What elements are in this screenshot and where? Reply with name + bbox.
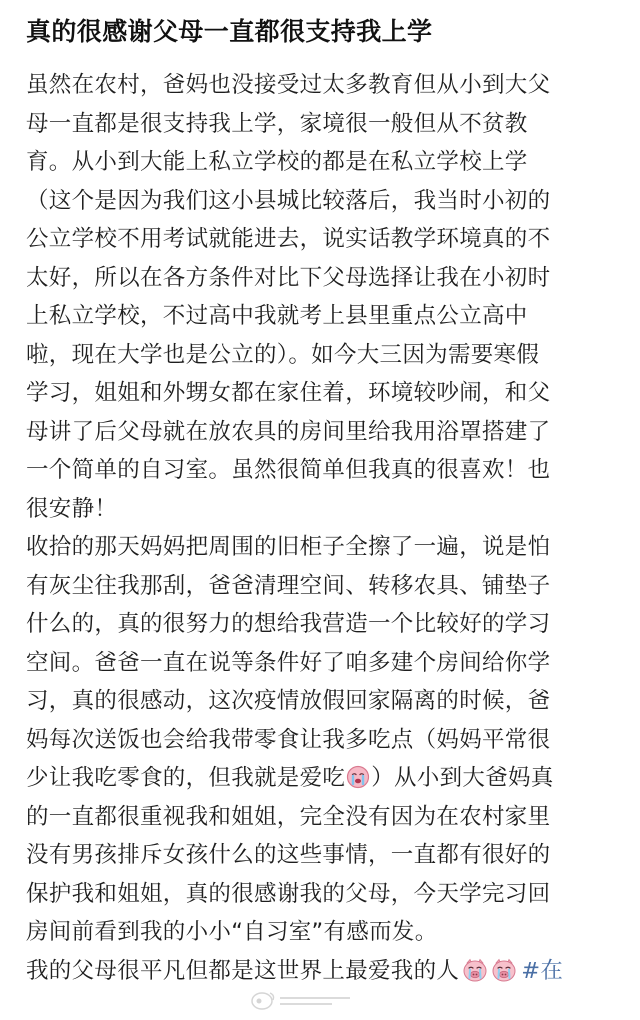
body-line: 的一直都很重视我和姐姐，完全没有因为在农村家里 [26, 803, 551, 830]
body-line: 有灰尘往我那刮，爸爸清理空间、转移农具、铺垫子 [26, 572, 551, 599]
body-line: 太好，所以在各方条件对比下父母选择让我在小初时 [26, 264, 551, 291]
body-line: 公立学校不用考试就能进去，说实话教学环境真的不 [26, 226, 551, 252]
crying-pig-icon [491, 957, 517, 983]
body-line: 母一直都是很支持我上学，家境很一般但从不贫教 [26, 110, 528, 137]
post-title: 真的很感谢父母一直都很支持我上学 [26, 17, 433, 46]
body-text-segment: 少让我吃零食的，但我就是爱吃 [26, 765, 346, 791]
closing-line [26, 952, 626, 991]
crying-face-icon [346, 763, 370, 787]
crying-pig-icon [462, 957, 488, 983]
post-body [26, 66, 626, 990]
body-line: 什么的，真的很努力的想给我营造一个比较好的学习 [26, 611, 551, 637]
body-line: 收拾的那天妈妈把周围的旧柜子全擦了一遍，说是怕 [26, 534, 551, 560]
body-line: 保护我和姐姐，真的很感谢我的父母，今天学完习回 [26, 880, 551, 907]
body-line: 母讲了后父母就在放农具的房间里给我用浴罩搭建了 [26, 418, 551, 445]
body-line: 一个简单的自习室。虽然很简单但我真的很喜欢！也 [26, 457, 551, 483]
body-line: 空间。爸爸一直在说等条件好了咱多建个房间给你学 [26, 649, 551, 676]
closing-text: 我的父母很平凡但都是这世界上最爱我的人 [26, 957, 460, 984]
body-line: （这个是因为我们这小县城比较落后，我当时小初的 [26, 187, 551, 214]
body-line: 上私立学校，不过高中我就考上县里重点公立高中 [26, 303, 528, 329]
body-line: 育。从小到大能上私立学校的都是在私立学校上学 [26, 149, 528, 175]
body-line: 妈每次送饭也会给我带零食让我多吃点（妈妈平常很 [26, 726, 551, 753]
body-line: 很安静！ [26, 495, 118, 522]
body-text-segment: ）从小到大爸妈真 [371, 765, 554, 791]
body-line: 虽然在农村，爸妈也没接受过太多教育但从小到大父 [26, 72, 551, 98]
hashtag-link[interactable]: #在 [521, 957, 564, 984]
body-line: 习，真的很感动，这次疫情放假回家隔离的时候，爸 [26, 688, 551, 714]
watermark-icon [248, 986, 358, 1016]
body-line: 房间前看到我的小小“自习室”有感而发。 [26, 919, 438, 945]
body-line: 啦，现在大学也是公立的）。如今大三因为需要寒假 [26, 341, 540, 368]
body-line: 学习，姐姐和外甥女都在家住着，环境较吵闹，和父 [26, 380, 551, 406]
body-line-with-emoji [26, 759, 626, 798]
body-line: 没有男孩排斥女孩什么的这些事情，一直都有很好的 [26, 842, 551, 868]
